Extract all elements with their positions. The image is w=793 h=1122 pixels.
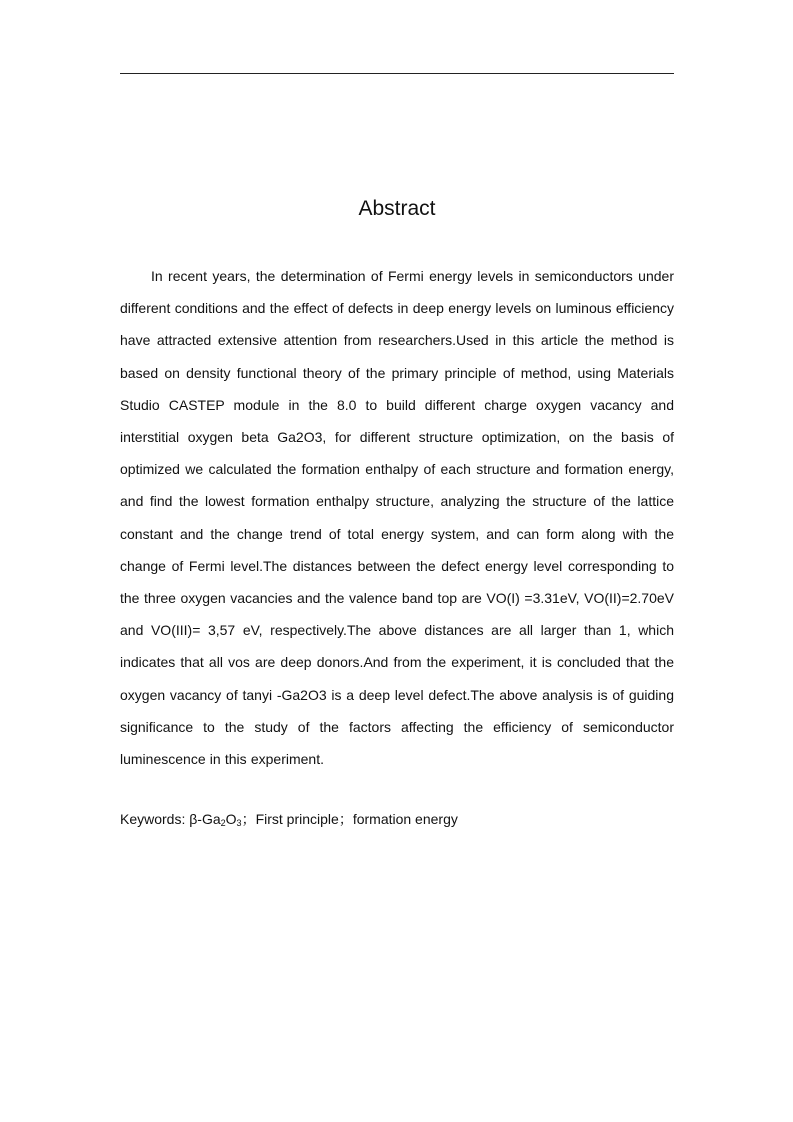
keyword-separator: ； (338, 811, 353, 827)
page-title: Abstract (358, 197, 436, 220)
keywords-line (120, 807, 674, 831)
abstract-body: In recent years, the determination of Fermi energy levels in semiconductors under different conditions and the effect of defects in deep energy levels on luminous efficiency have attracted extensive attention from researchers.Used in this article the method is based on density functional theory of the primary principle of method, using Materials Studio CASTEP module in the 8.0 to build different charge oxygen vacancy and interstitial oxygen beta Ga2O3, for different structure optimization, on the basis of optimized we calculated the formation enthalpy of each structure and formation energy, and find the lowest formation enthalpy structure, analyzing the structure of the lattice constant and the change trend of total energy system, and can form along with the change of Fermi level.The distances between the defect energy level corresponding to the three oxygen vacancies and the valence band top are VO(I) =3.31eV, VO(II)=2.70eV and VO(III)= 3,57 eV, respectively.The above distances are all larger than 1, which indicates that all vos are deep donors.And from the experiment, it is concluded that the oxygen vacancy of tanyi -Ga2O3 is a deep level defect.The above analysis is of guiding significance to the study of the factors affecting the efficiency of semiconductor luminescence in this experiment. (120, 268, 674, 768)
keyword-first-principle: First principle (255, 811, 339, 827)
keywords-label: Keywords: (120, 811, 190, 827)
header-rule (120, 73, 674, 74)
keyword-formation-energy: formation energy (352, 811, 458, 827)
keyword-separator: ； (241, 811, 256, 827)
keyword-ga2o3: $\beta-Ga_2O_3$ (189, 811, 242, 828)
